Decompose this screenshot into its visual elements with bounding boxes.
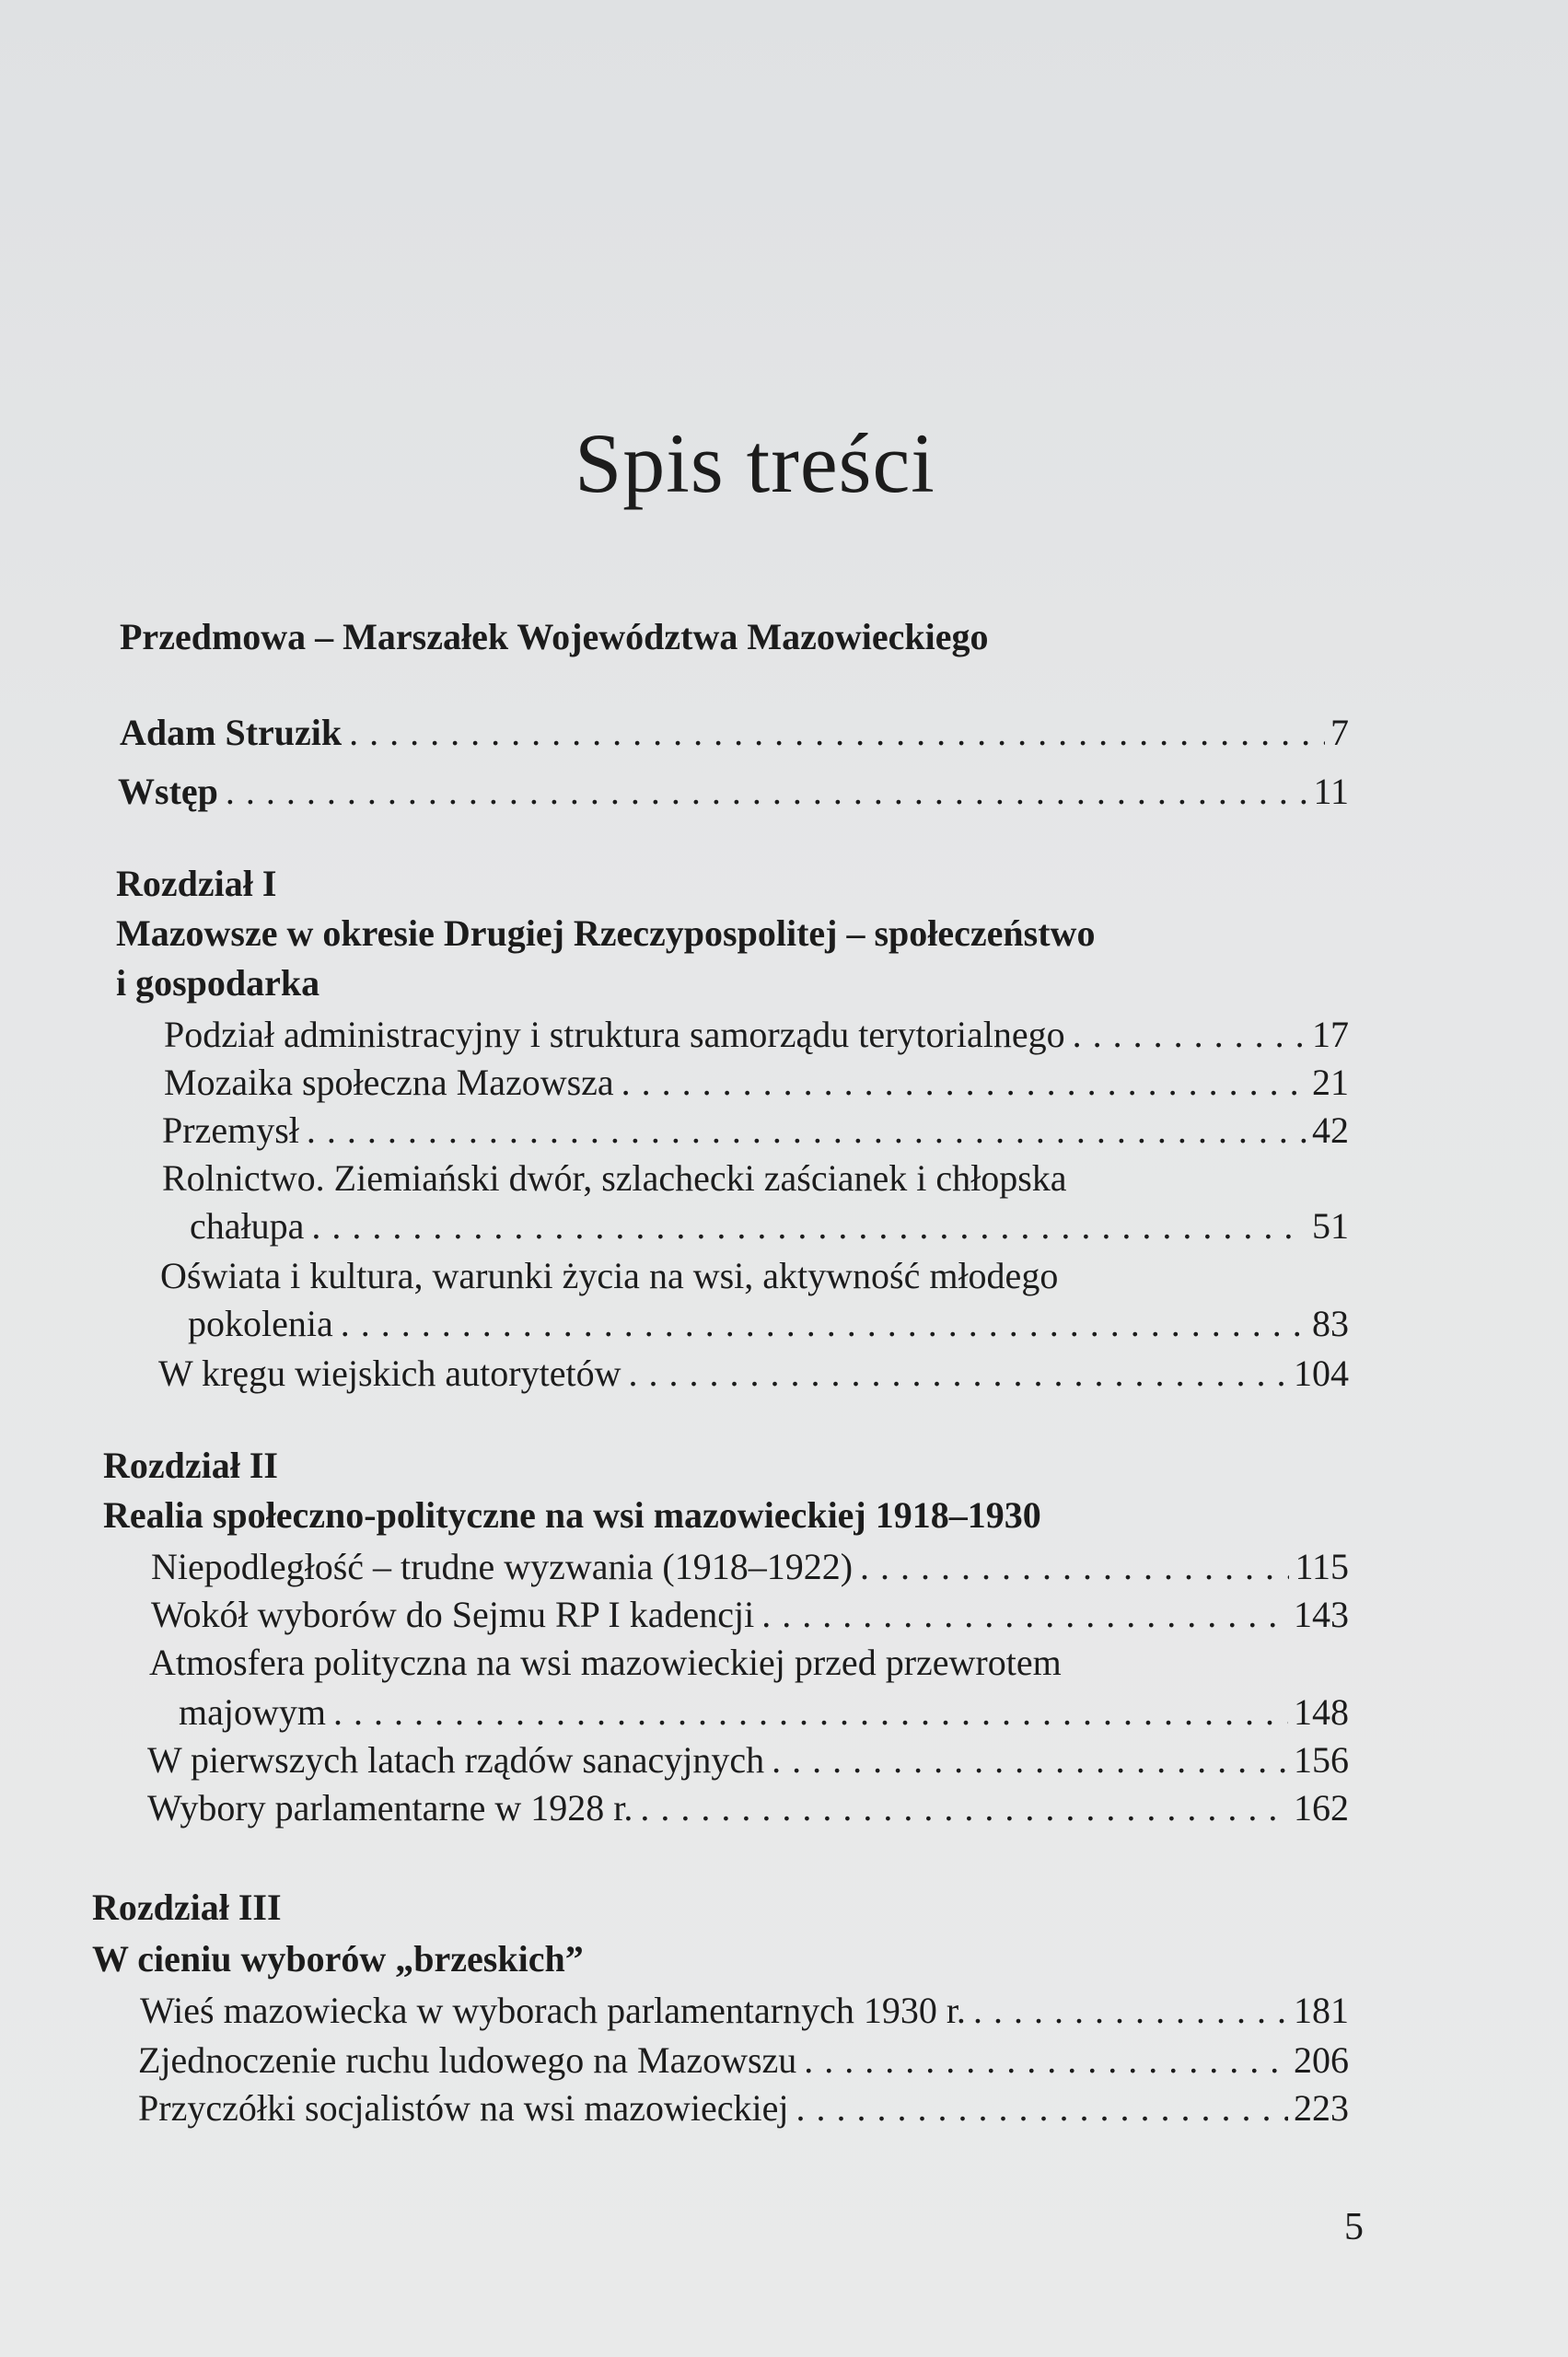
toc-entry-label: Adam Struzik <box>120 712 343 753</box>
leader-dots <box>226 770 1308 813</box>
toc-entry-label: Wstęp <box>118 771 218 812</box>
page-number: 162 <box>1294 1787 1349 1829</box>
toc-entry[interactable] <box>151 1545 1349 1588</box>
leader-dots <box>804 2038 1288 2082</box>
toc-entry-line1: Rolnictwo. Ziemiański dwór, szlachecki zaścianek i chłopska <box>162 1157 1067 1199</box>
page-number: 156 <box>1294 1739 1349 1781</box>
chapter-2-title: Realia społeczno-polityczne na wsi mazowieckiej 1918–1930 <box>103 1494 1041 1536</box>
toc-entry-label: W kręgu wiejskich autorytetów <box>158 1353 621 1394</box>
page-number: 104 <box>1294 1353 1349 1394</box>
toc-entry-label: pokolenia <box>188 1303 333 1344</box>
toc-entry-wstep[interactable] <box>118 770 1349 813</box>
leader-dots <box>640 1786 1288 1829</box>
toc-entry[interactable] <box>151 1593 1349 1636</box>
leader-dots <box>628 1352 1288 1395</box>
chapter-2-heading: Rozdział II <box>103 1445 278 1486</box>
chapter-3-heading: Rozdział III <box>92 1887 282 1928</box>
page-number-footer: 5 <box>1344 2206 1364 2248</box>
leader-dots <box>796 2086 1288 2130</box>
toc-entry-label: majowym <box>179 1691 326 1733</box>
toc-entry-label: chałupa <box>190 1205 305 1247</box>
toc-entry-label: W pierwszych latach rządów sanacyjnych <box>147 1739 765 1781</box>
chapter-1-title-line2: i gospodarka <box>116 962 320 1004</box>
toc-entry[interactable] <box>138 2086 1349 2130</box>
chapter-1-heading: Rozdział I <box>116 863 277 904</box>
toc-entry-label: Podział administracyjny i struktura samorządu terytorialnego <box>164 1014 1065 1055</box>
leader-dots <box>333 1690 1288 1734</box>
toc-entry[interactable] <box>147 1786 1349 1829</box>
page-number: 51 <box>1312 1205 1349 1247</box>
toc-entry-przedmowa-line1: Przedmowa – Marszałek Województwa Mazowieckiego <box>120 616 989 657</box>
page-number: 7 <box>1330 712 1349 753</box>
page-number: 17 <box>1312 1014 1349 1055</box>
toc-entry[interactable] <box>164 1013 1349 1056</box>
page-number: 21 <box>1312 1062 1349 1103</box>
toc-entry[interactable] <box>190 1204 1349 1248</box>
toc-entry-label: Niepodległość – trudne wyzwania (1918–1922) <box>151 1546 854 1587</box>
page-number: 42 <box>1312 1109 1349 1151</box>
page-number: 206 <box>1294 2039 1349 2081</box>
toc-entry-line1: Atmosfera polityczna na wsi mazowieckiej przed przewrotem <box>149 1642 1062 1683</box>
toc-entry-label: Wieś mazowiecka w wyborach parlamentarnych 1930 r. <box>140 1990 966 2031</box>
toc-entry-label: Przemysł <box>162 1109 299 1151</box>
leader-dots <box>349 711 1325 754</box>
page-title: Spis treści <box>575 416 935 510</box>
chapter-1-title-line1: Mazowsze w okresie Drugiej Rzeczypospolitej – społeczeństwo <box>116 912 1096 954</box>
toc-entry-label: Mozaika społeczna Mazowsza <box>164 1062 614 1103</box>
page-number: 143 <box>1294 1594 1349 1635</box>
leader-dots <box>341 1302 1307 1345</box>
toc-entry-label: Zjednoczenie ruchu ludowego na Mazowszu <box>138 2039 797 2081</box>
toc-entry-label: Wybory parlamentarne w 1928 r. <box>147 1787 633 1829</box>
toc-entry[interactable] <box>164 1061 1349 1104</box>
leader-dots <box>621 1061 1307 1104</box>
toc-entry[interactable] <box>162 1109 1349 1152</box>
toc-entry[interactable] <box>158 1352 1349 1395</box>
leader-dots <box>307 1109 1307 1152</box>
toc-entry[interactable] <box>179 1690 1349 1734</box>
page-number: 83 <box>1312 1303 1349 1344</box>
leader-dots <box>1073 1013 1307 1056</box>
toc-entry-przedmowa[interactable] <box>120 665 1349 754</box>
page-number: 11 <box>1313 771 1349 812</box>
page-number: 181 <box>1294 1990 1349 2031</box>
toc-entry-label: Przyczółki socjalistów na wsi mazowieckiej <box>138 2087 789 2129</box>
leader-dots <box>311 1204 1307 1248</box>
toc-entry-label: Wokół wyborów do Sejmu RP I kadencji <box>151 1594 755 1635</box>
toc-entry-line1: Oświata i kultura, warunki życia na wsi, aktywność młodego <box>160 1255 1059 1296</box>
chapter-3-title: W cieniu wyborów „brzeskich” <box>92 1938 584 1980</box>
toc-entry[interactable] <box>140 1989 1349 2032</box>
toc-entry[interactable] <box>188 1302 1349 1345</box>
leader-dots <box>772 1738 1288 1782</box>
leader-dots <box>761 1593 1288 1636</box>
leader-dots <box>860 1545 1289 1588</box>
page-number: 115 <box>1295 1546 1349 1587</box>
page-number: 148 <box>1294 1691 1349 1733</box>
toc-entry[interactable] <box>138 2038 1349 2082</box>
toc-entry[interactable] <box>147 1738 1349 1782</box>
page-number: 223 <box>1294 2087 1349 2129</box>
leader-dots <box>973 1989 1288 2032</box>
